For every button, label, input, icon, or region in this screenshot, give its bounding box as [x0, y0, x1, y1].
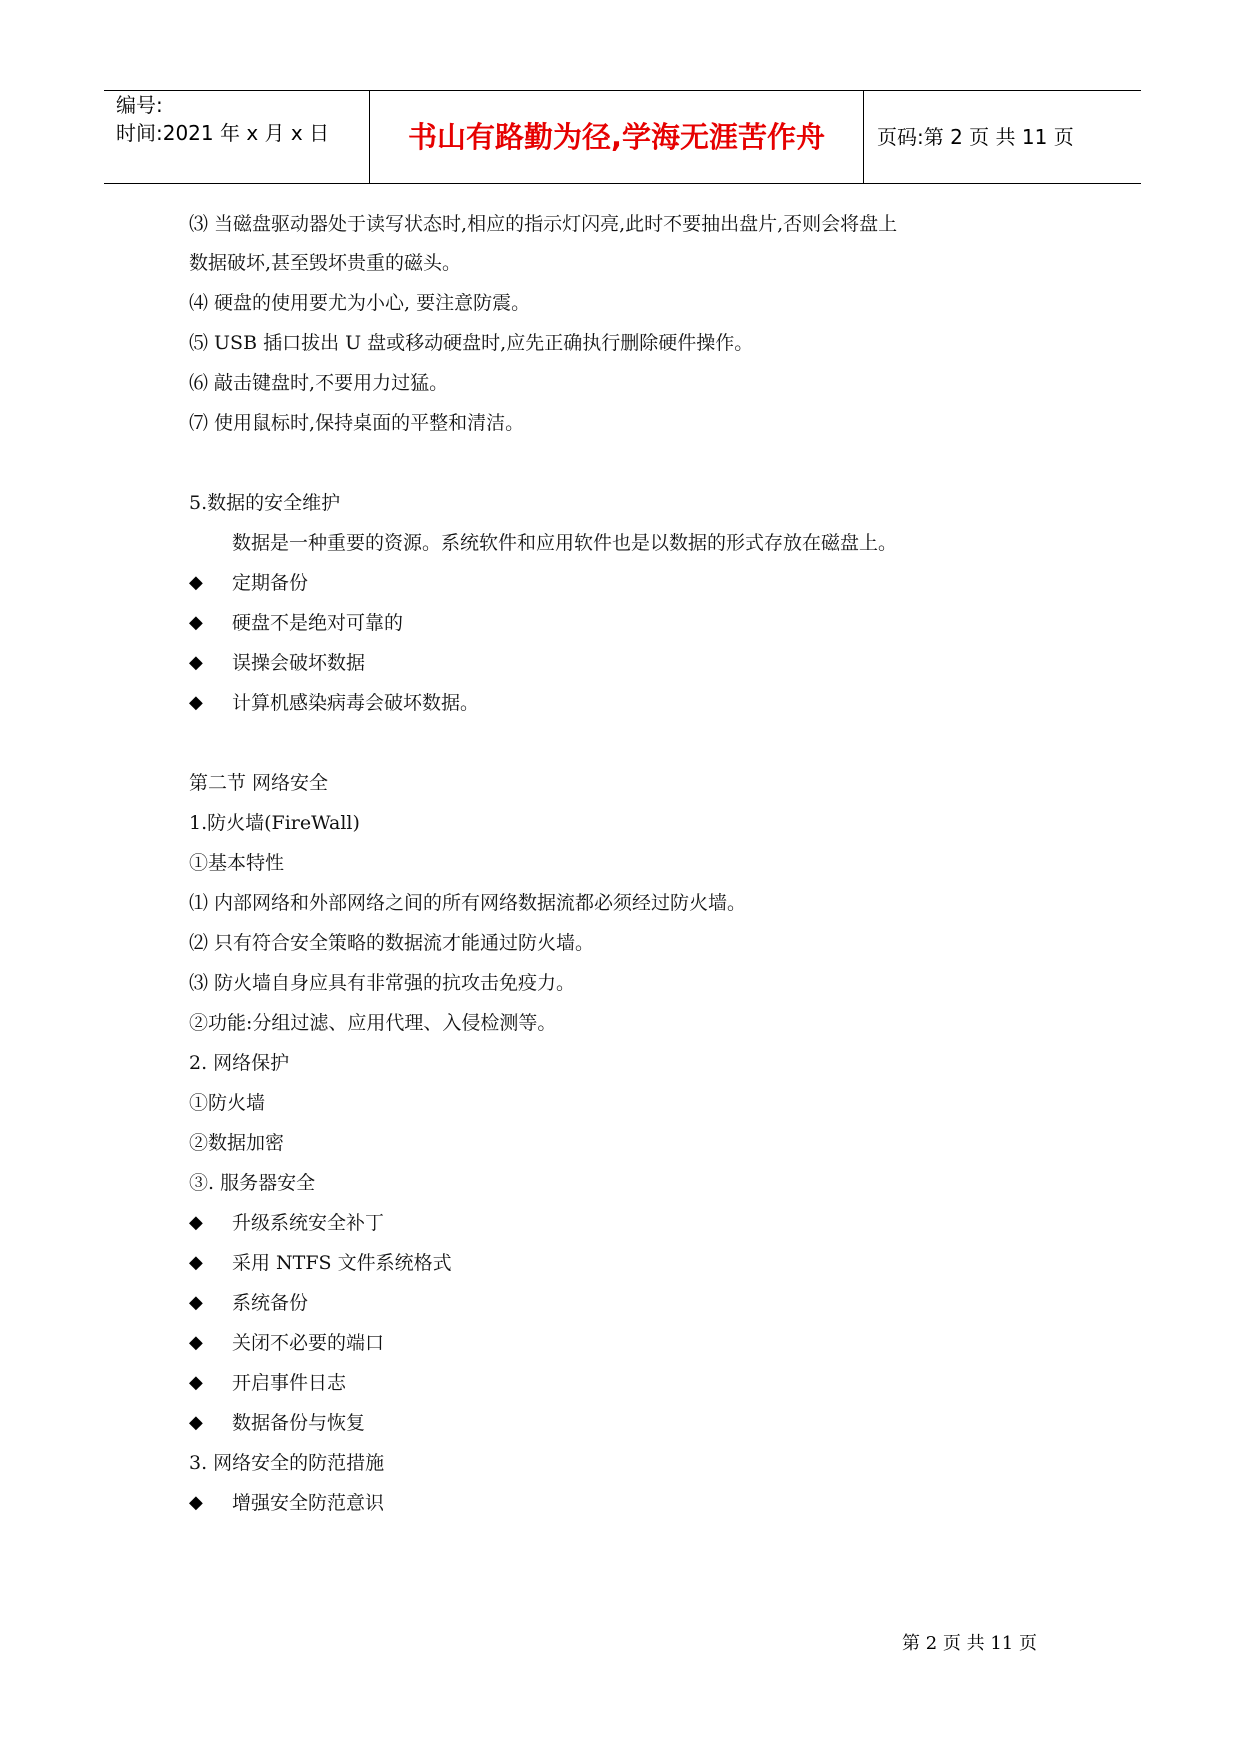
body-line: 5.数据的安全维护: [189, 492, 341, 514]
bullet-item: [189, 1330, 1089, 1356]
bullet-text: 升级系统安全补丁: [232, 1212, 385, 1234]
header-page-number: 页码:第 2 页 共 11 页: [877, 125, 1074, 149]
diamond-bullet-icon: ◆: [189, 572, 203, 593]
header-motto: 书山有路勤为径,学海无涯苦作舟: [407, 120, 826, 154]
bullet-item: [189, 610, 1089, 636]
bullet-text: 增强安全防范意识: [232, 1492, 385, 1514]
body-line: ⑴ 内部网络和外部网络之间的所有网络数据流都必须经过防火墙。: [189, 892, 747, 914]
diamond-bullet-icon: ◆: [189, 612, 203, 633]
diamond-bullet-icon: ◆: [189, 1412, 203, 1433]
bullet-item: [189, 690, 1089, 716]
body-line: 3. 网络安全的防范措施: [189, 1452, 385, 1474]
document-time-label: 时间:2021 年 x 月 x 日: [116, 121, 330, 145]
body-line: ⑺ 使用鼠标时,保持桌面的平整和清洁。: [189, 412, 525, 434]
body-line: 2. 网络保护: [189, 1052, 290, 1074]
body-line: ⑶ 防火墙自身应具有非常强的抗攻击免疫力。: [189, 972, 576, 994]
page-footer: 第 2 页 共 11 页: [902, 1633, 1037, 1654]
body-line: ⑷ 硬盘的使用要尤为小心, 要注意防震。: [189, 292, 531, 314]
body-line: ③. 服务器安全: [189, 1172, 316, 1194]
bullet-item: [189, 570, 1089, 596]
bullet-text: 数据备份与恢复: [232, 1412, 366, 1434]
header-middle-cell: [370, 91, 864, 183]
body-line: ②数据加密: [189, 1132, 285, 1154]
body-line: ⑹ 敲击键盘时,不要用力过猛。: [189, 372, 449, 394]
diamond-bullet-icon: ◆: [189, 1212, 203, 1233]
page-header: [104, 90, 1141, 184]
bullet-text: 关闭不必要的端口: [232, 1332, 385, 1354]
diamond-bullet-icon: ◆: [189, 1372, 203, 1393]
body-line: ①基本特性: [189, 852, 285, 874]
bullet-item: [189, 1250, 1089, 1276]
body-line: 数据破坏,甚至毁坏贵重的磁头。: [189, 252, 462, 274]
bullet-item: [189, 650, 1089, 676]
bullet-item: [189, 1210, 1089, 1236]
body-paragraph: 数据是一种重要的资源。系统软件和应用软件也是以数据的形式存放在磁盘上。: [232, 532, 898, 554]
bullet-text: 定期备份: [232, 572, 309, 594]
body-line: ⑶ 当磁盘驱动器处于读写状态时,相应的指示灯闪亮,此时不要抽出盘片,否则会将盘上: [189, 213, 898, 235]
diamond-bullet-icon: ◆: [189, 1292, 203, 1313]
diamond-bullet-icon: ◆: [189, 1492, 203, 1513]
body-line: 第二节 网络安全: [189, 772, 329, 794]
body-line: ①防火墙: [189, 1092, 266, 1114]
bullet-item: [189, 1370, 1089, 1396]
bullet-item: [189, 1290, 1089, 1316]
bullet-text: 开启事件日志: [232, 1372, 347, 1394]
diamond-bullet-icon: ◆: [189, 692, 203, 713]
body-line: ②功能:分组过滤、应用代理、入侵检测等。: [189, 1012, 557, 1034]
header-left-cell: [104, 91, 370, 183]
bullet-item: [189, 1410, 1089, 1436]
diamond-bullet-icon: ◆: [189, 1332, 203, 1353]
bullet-item: [189, 1490, 1089, 1516]
diamond-bullet-icon: ◆: [189, 1252, 203, 1273]
header-right-cell: [865, 91, 1141, 183]
bullet-text: 系统备份: [232, 1292, 309, 1314]
bullet-text: 采用 NTFS 文件系统格式: [232, 1252, 452, 1274]
bullet-text: 计算机感染病毒会破坏数据。: [232, 692, 480, 714]
bullet-text: 硬盘不是绝对可靠的: [232, 612, 404, 634]
bullet-text: 误操会破坏数据: [232, 652, 366, 674]
document-number-label: 编号:: [116, 93, 163, 117]
body-line: ⑵ 只有符合安全策略的数据流才能通过防火墙。: [189, 932, 595, 954]
body-line: 1.防火墙(FireWall): [189, 812, 360, 834]
body-line: ⑸ USB 插口拔出 U 盘或移动硬盘时,应先正确执行删除硬件操作。: [189, 332, 754, 354]
diamond-bullet-icon: ◆: [189, 652, 203, 673]
